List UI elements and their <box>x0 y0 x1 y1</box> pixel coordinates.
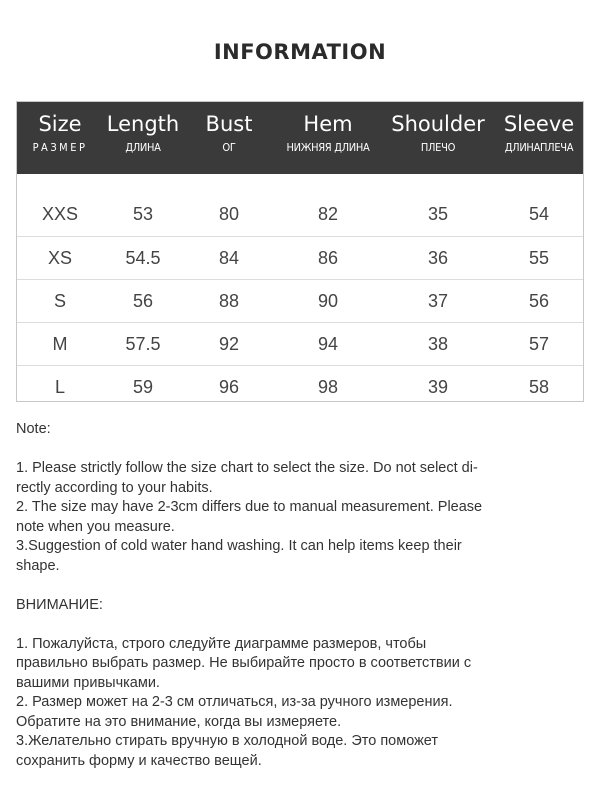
column-header-shoulder <box>381 102 495 174</box>
column-header-label: Sleeve <box>503 112 575 136</box>
table-cell: 38 <box>427 333 449 354</box>
note-item: 2. Размер может на 2-3 см отличаться, из-за ручного измерения. Обратите на это внимание, когда вы измеряете. <box>16 694 453 730</box>
table-cell: 54 <box>528 204 550 224</box>
table-cell: M <box>52 333 68 354</box>
column-header-size <box>17 102 103 174</box>
table-cell: 35 <box>427 204 449 224</box>
column-header-length <box>103 102 183 174</box>
table-cell: S <box>53 290 66 311</box>
table-cell: 37 <box>427 290 449 311</box>
table-cell: 82 <box>317 204 339 224</box>
table-row <box>17 322 583 365</box>
table-cell: L <box>54 376 65 397</box>
table-cell: 57 <box>528 333 550 354</box>
table-cell: 80 <box>218 204 240 224</box>
table-row <box>17 365 583 408</box>
table-cell: 92 <box>218 333 240 354</box>
notes-heading-ru: ВНИМАНИЕ: <box>16 596 103 613</box>
note-item: 1. Please strictly follow the size chart to select the size. Do not select di- rectly according to your habits. <box>16 460 478 496</box>
column-header-label: Bust <box>205 112 253 136</box>
note-item: 1. Пожалуйста, строго следуйте диаграмме размеров, чтобы правильно выбрать размер. Не выбирайте просто в соответствии с вашими привычками. <box>16 635 472 691</box>
table-cell: 90 <box>317 290 339 311</box>
table-cell: XXS <box>41 204 79 224</box>
table-header <box>17 102 583 174</box>
note-item: 3.Желательно стирать вручную в холодной воде. Это поможет сохранить форму и качество вещей. <box>16 733 439 769</box>
table-row <box>17 236 583 279</box>
column-header-label: Hem <box>303 112 353 136</box>
table-cell: 84 <box>218 247 240 268</box>
size-chart-table <box>16 101 584 402</box>
table-cell: 86 <box>317 247 339 268</box>
table-cell: 39 <box>427 376 449 397</box>
page-title: INFORMATION <box>213 40 387 64</box>
notes-heading-en: Note: <box>16 421 51 437</box>
column-header-label: Shoulder <box>391 112 485 136</box>
table-cell: 57.5 <box>125 333 161 354</box>
table-cell: 96 <box>218 376 240 397</box>
column-header-sublabel: ОГ <box>222 141 236 154</box>
table-body <box>17 193 583 408</box>
table-cell: 88 <box>218 290 240 311</box>
column-header-sublabel: ДЛИНА <box>125 141 161 154</box>
column-header-sleeve <box>495 102 583 174</box>
table-cell: 56 <box>132 290 154 311</box>
table-cell: 54.5 <box>125 247 161 268</box>
column-header-sublabel: ПЛЕЧО <box>420 141 456 154</box>
table-cell: 94 <box>317 333 339 354</box>
table-cell: 55 <box>528 247 550 268</box>
column-header-label: Length <box>106 112 180 136</box>
column-header-bust <box>183 102 275 174</box>
table-cell: 59 <box>132 376 154 397</box>
column-header-hem <box>275 102 381 174</box>
column-header-sublabel: НИЖНЯЯ ДЛИНА <box>286 141 370 154</box>
note-item: 2. The size may have 2-3cm differs due to manual measurement. Please note when you measure. <box>16 499 483 535</box>
table-cell: XS <box>47 247 72 268</box>
table-cell: 98 <box>317 376 339 397</box>
table-row <box>17 279 583 322</box>
note-item: 3.Suggestion of cold water hand washing. It can help items keep their shape. <box>16 538 462 574</box>
column-header-sublabel: РАЗМЕР <box>32 141 88 154</box>
table-row <box>17 193 583 236</box>
column-header-sublabel: ДЛИНАПЛЕЧА <box>504 141 574 154</box>
notes-section <box>16 420 586 771</box>
column-header-label: Size <box>38 112 82 136</box>
table-cell: 56 <box>528 290 550 311</box>
table-cell: 36 <box>427 247 449 268</box>
table-cell: 58 <box>528 376 550 397</box>
table-cell: 53 <box>132 204 154 224</box>
